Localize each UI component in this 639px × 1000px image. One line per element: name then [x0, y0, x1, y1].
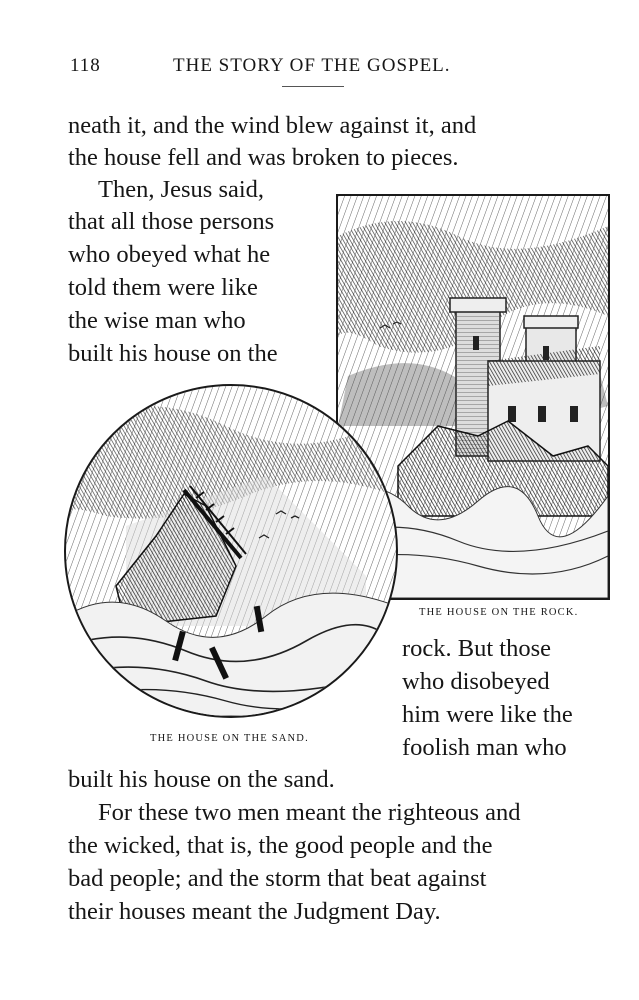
sand-figure-caption: THE HOUSE ON THE SAND. — [150, 733, 309, 744]
text-line-right-4: foolish man who — [402, 734, 567, 761]
text-line-right-3: him were like the — [402, 701, 573, 728]
rock-figure-caption: THE HOUSE ON THE ROCK. — [419, 607, 579, 618]
text-line-bottom-3: the wicked, that is, the good people and the — [68, 832, 493, 859]
page-number: 118 — [70, 55, 101, 76]
header-rule — [282, 86, 344, 87]
text-line-top-2: the house fell and was broken to pieces. — [68, 144, 459, 171]
house-on-sand-engraving — [64, 384, 398, 718]
text-line-bottom-4: bad people; and the storm that beat against — [68, 865, 487, 892]
text-line-left-5: the wise man who — [68, 307, 246, 334]
running-title: THE STORY OF THE GOSPEL. — [173, 55, 451, 76]
text-line-right-1: rock. But those — [402, 635, 552, 662]
text-line-bottom-1: built his house on the sand. — [68, 766, 335, 793]
text-line-left-2: that all those persons — [68, 208, 275, 235]
text-line-bottom-2: For these two men meant the righteous and — [98, 799, 521, 826]
text-line-top-1: neath it, and the wind blew against it, and — [68, 112, 477, 139]
text-line-left-1: Then, Jesus said, — [98, 176, 265, 203]
text-line-bottom-5: their houses meant the Judgment Day. — [68, 898, 441, 925]
text-line-left-3: who obeyed what he — [68, 241, 271, 268]
text-line-left-4: told them were like — [68, 274, 258, 301]
text-line-right-2: who disobeyed — [402, 668, 550, 695]
text-line-left-6: built his house on the — [68, 340, 278, 367]
